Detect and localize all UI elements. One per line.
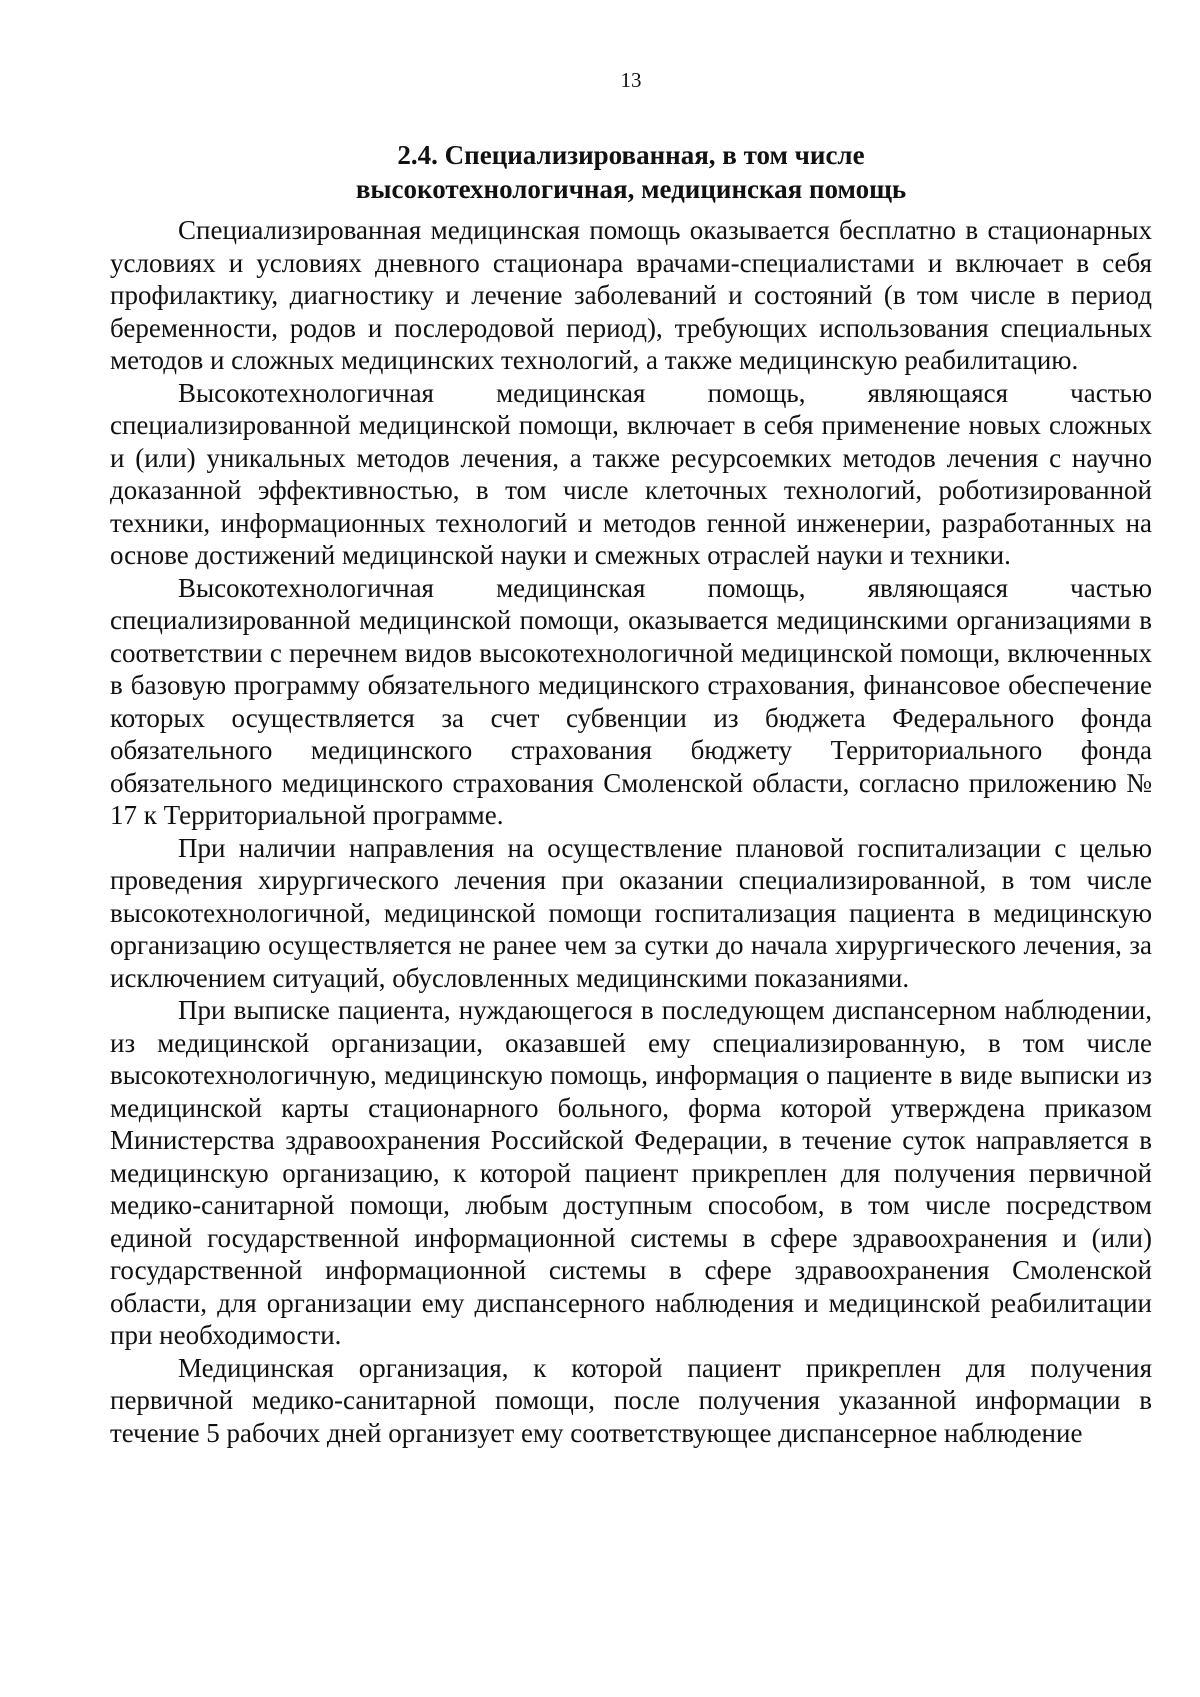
section-heading-line-1: 2.4. Специализированная, в том числе [397, 140, 865, 171]
section-heading-line-2: высокотехнологичная, медицинская помощь [355, 174, 907, 205]
paragraph-patient-discharge: При выписке пациента, нуждающегося в последующем диспансерном наблюдении, из медицинской организации, оказавшей ему специализированную, в том числе высокотехнологичную, медицинскую помощь, информация о пациенте в виде выписки из медицинской карты стационарного больного, форма которой утверждена приказом Министерства здравоохранения Российской Федерации, в течение суток направляется в медицинскую организацию, к которой пациент прикреплен для получения первичной медико-санитарной помощи, любым доступным способом, в том числе посредством единой государственной информационной системы в сфере здравоохранения и (или) государственной информационной системы в сфере здравоохранения Смоленской области, для организации ему диспансерного наблюдения и медицинской реабилитации при необходимости. [110, 995, 1152, 1350]
section-heading [110, 138, 1152, 206]
paragraph-follow-up-observation: Медицинская организация, к которой пациент прикреплен для получения первичной медико-санитарной помощи, после получения указанной информации в течение 5 рабочих дней организует ему соответствующее диспансерное наблюдение [110, 1352, 1152, 1448]
section-body [110, 214, 1152, 1449]
paragraph-specialized-care: Специализированная медицинская помощь оказывается бесплатно в стационарных условиях и условиях дневного стационара врачами-специалистами и включает в себя профилактику, диагностику и лечение заболеваний и состояний (в том числе в период беременности, родов и послеродовой период), требующих использования специальных методов и сложных медицинских технологий, а также медицинскую реабилитацию. [110, 215, 1152, 375]
paragraph-high-tech-care-definition: Высокотехнологичная медицинская помощь, являющаяся частью специализированной медицинской помощи, включает в себя применение новых сложных и (или) уникальных методов лечения, а также ресурсоемких методов лечения с научно доказанной эффективностью, в том числе клеточных технологий, роботизированной техники, информационных технологий и методов генной инженерии, разработанных на основе достижений медицинской науки и смежных отраслей науки и техники. [110, 377, 1152, 570]
page-number: 13 [620, 68, 642, 92]
paragraph-planned-hospitalization: При наличии направления на осуществление плановой госпитализации с целью проведения хирургического лечения при оказании специализированной, в том числе высокотехнологичной, медицинской помощи госпитализация пациента в медицинскую организацию осуществляется не ранее чем за сутки до начала хирургического лечения, за исключением ситуаций, обусловленных медицинскими показаниями. [110, 832, 1152, 993]
paragraph-high-tech-care-funding: Высокотехнологичная медицинская помощь, являющаяся частью специализированной медицинской помощи, оказывается медицинскими организациями в соответствии с перечнем видов высокотехнологичной медицинской помощи, включенных в базовую программу обязательного медицинского страхования, финансовое обеспечение которых осуществляется за счет субвенции из бюджета Федерального фонда обязательного медицинского страхования бюджету Территориального фонда обязательного медицинского страхования Смоленской области, согласно приложению № 17 к Территориальной программе. [110, 572, 1152, 830]
